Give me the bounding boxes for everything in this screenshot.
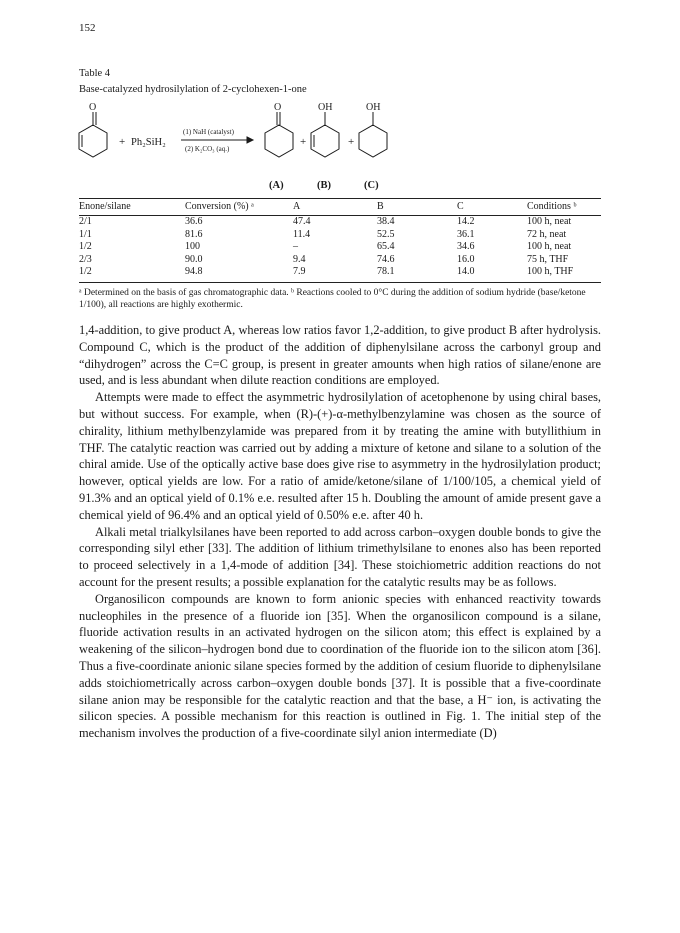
product-b-oh-label: OH xyxy=(318,102,333,113)
table-label: Table 4 xyxy=(79,68,111,79)
cell-b: 78.1 xyxy=(377,266,395,277)
label-a: (A) xyxy=(269,180,284,191)
cell-conditions: 100 h, THF xyxy=(527,266,574,277)
label-b: (B) xyxy=(317,180,331,191)
cell-a: – xyxy=(293,241,298,252)
reactant-cyclohexenone-structure xyxy=(79,112,107,157)
cell-ratio: 1/2 xyxy=(79,241,92,252)
cell-b: 65.4 xyxy=(377,241,395,252)
cell-conversion: 36.6 xyxy=(185,216,203,227)
cell-b: 74.6 xyxy=(377,253,395,265)
cell-conditions: 72 h, neat xyxy=(527,228,567,240)
reagent-formula: Ph₂SiH₂ xyxy=(131,137,166,148)
cell-c: 36.1 xyxy=(457,228,475,240)
cell-conversion: 90.0 xyxy=(185,253,203,265)
table-footnote: ᵃ Determined on the basis of gas chromatographic data. ᵇ Reactions cooled to 0°C during the addition of sodium hydride (base/ketone 1/100), all reactions are highly exothermic. xyxy=(79,282,601,312)
table-row xyxy=(79,229,601,242)
table-row xyxy=(79,266,601,282)
table-row xyxy=(79,254,601,267)
cell-ratio: 2/1 xyxy=(79,216,92,227)
paragraph: Organosilicon compounds are known to form anionic species with enhanced reactivity towards nucleophiles in the presence of a fluoride ion [35]. When the organosilicon compound is a silane, fluoride activation results in an activated hydrogen on the silicon atom; this effect is explained by a weakening of the silicon–hydrogen bond due to coordination of the fluoride ion to the silicon atom [36]. Thus a five-coordinate anionic silane species formed by the addition of cesium fluoride to diphenylsilane adds stoichiometrically across carbon–oxygen double bonds [37]. It is possible that a five-coordinate silane anion may be responsible for the catalytic reaction and that the base, a H⁻ ion, is activating the silicon species. A possible mechanism for this reaction is outlined in Fig. 1. The initial step of the mechanism involves the production of a five-coordinate silyl anion intermediate (D) xyxy=(79,591,601,741)
reaction-scheme xyxy=(79,98,599,198)
table-row xyxy=(79,241,601,254)
reaction-arrow xyxy=(181,137,253,143)
cell-b: 38.4 xyxy=(377,216,395,227)
cell-b: 52.5 xyxy=(377,228,395,240)
cell-a: 9.4 xyxy=(293,253,306,265)
page-number: 152 xyxy=(79,22,96,34)
results-table xyxy=(79,198,601,312)
cell-conversion: 81.6 xyxy=(185,228,203,240)
cell-a: 47.4 xyxy=(293,216,311,227)
product-b-structure xyxy=(311,112,339,157)
header-enone-silane: Enone/silane xyxy=(79,199,185,216)
paragraph: 1,4-addition, to give product A, whereas low ratios favor 1,2-addition, to give product B after hydrolysis. Compound C, which is the product of the addition of diphenylsilane across the carbonyl group and “dihydrogen” across the C=C group, is present in greater amounts when high ratios of silane/enone are used, and is less abundant when dilute reaction conditions are employed. xyxy=(79,323,601,388)
cell-conditions: 75 h, THF xyxy=(527,253,569,265)
product-a-structure xyxy=(265,112,293,157)
body-text xyxy=(79,322,601,742)
product-c-oh-label: OH xyxy=(366,102,381,113)
header-b: B xyxy=(377,199,457,216)
cell-ratio: 2/3 xyxy=(79,253,92,265)
cell-ratio: 1/2 xyxy=(79,266,92,277)
product-a-o-label: O xyxy=(274,102,282,113)
header-conditions: Conditions ᵇ xyxy=(527,199,601,216)
header-a: A xyxy=(293,199,377,216)
label-c: (C) xyxy=(364,180,379,191)
header-c: C xyxy=(457,199,527,216)
condition-2: (2) K₂CO₃ (aq.) xyxy=(185,145,230,153)
cell-c: 14.0 xyxy=(457,266,475,277)
paragraph: Alkali metal trialkylsilanes have been reported to add across carbon–oxygen double bonds to give the corresponding silyl ether [33]. The addition of lithium trimethylsilane to enones also has been reported to proceed selectively in a 1,4-mode of addition [34]. These stoichiometric addition reactions do not account for the present results; a possible explanation for the catalytic results may be as follows. xyxy=(79,524,601,589)
plus-sign-3: + xyxy=(348,136,355,148)
plus-sign-2: + xyxy=(300,136,307,148)
cell-conditions: 100 h, neat xyxy=(527,241,572,252)
table-caption: Base-catalyzed hydrosilylation of 2-cyclohexen-1-one xyxy=(79,84,307,95)
cell-conditions: 100 h, neat xyxy=(527,216,572,227)
cell-conversion: 100 xyxy=(185,241,200,252)
cell-c: 16.0 xyxy=(457,253,475,265)
table-row xyxy=(79,216,601,229)
plus-sign-1: + xyxy=(119,136,126,148)
table-footnote-row xyxy=(79,282,601,312)
cell-conversion: 94.8 xyxy=(185,266,203,277)
cell-c: 34.6 xyxy=(457,241,475,252)
cell-a: 11.4 xyxy=(293,228,311,240)
cell-c: 14.2 xyxy=(457,216,475,227)
condition-1: (1) NaH (catalyst) xyxy=(183,128,234,136)
header-conversion: Conversion (%) ᵃ xyxy=(185,199,293,216)
table-header-row xyxy=(79,199,601,216)
cell-a: 7.9 xyxy=(293,266,306,277)
cell-ratio: 1/1 xyxy=(79,228,92,240)
product-c-structure xyxy=(359,112,387,157)
paragraph: Attempts were made to effect the asymmetric hydrosilylation of acetophenone by using chiral bases, but without success. For example, when (R)-(+)-α-methylbenzylamine was chosen as the source of chirality, lithium methylbenzylamide was prepared from it by treating the amine with butyllithium in THF. The catalytic reaction was carried out by adding a mixture of ketone and silane to a solution of the chiral amide. Use of the optically active base does give rise to asymmetry in the hydrosilylation product; however, optical yields are low. For a ratio of amide/ketone/silane of 1/100/105, a chemical yield of 91.3% and an optical yield of 0.1% e.e. resulted after 15 h. Doubling the amount of amide present gave a chemical yield of 96.4% and an optical yield of 0.50% e.e. after 40 h. xyxy=(79,390,601,522)
reactant-o-label: O xyxy=(89,102,97,113)
